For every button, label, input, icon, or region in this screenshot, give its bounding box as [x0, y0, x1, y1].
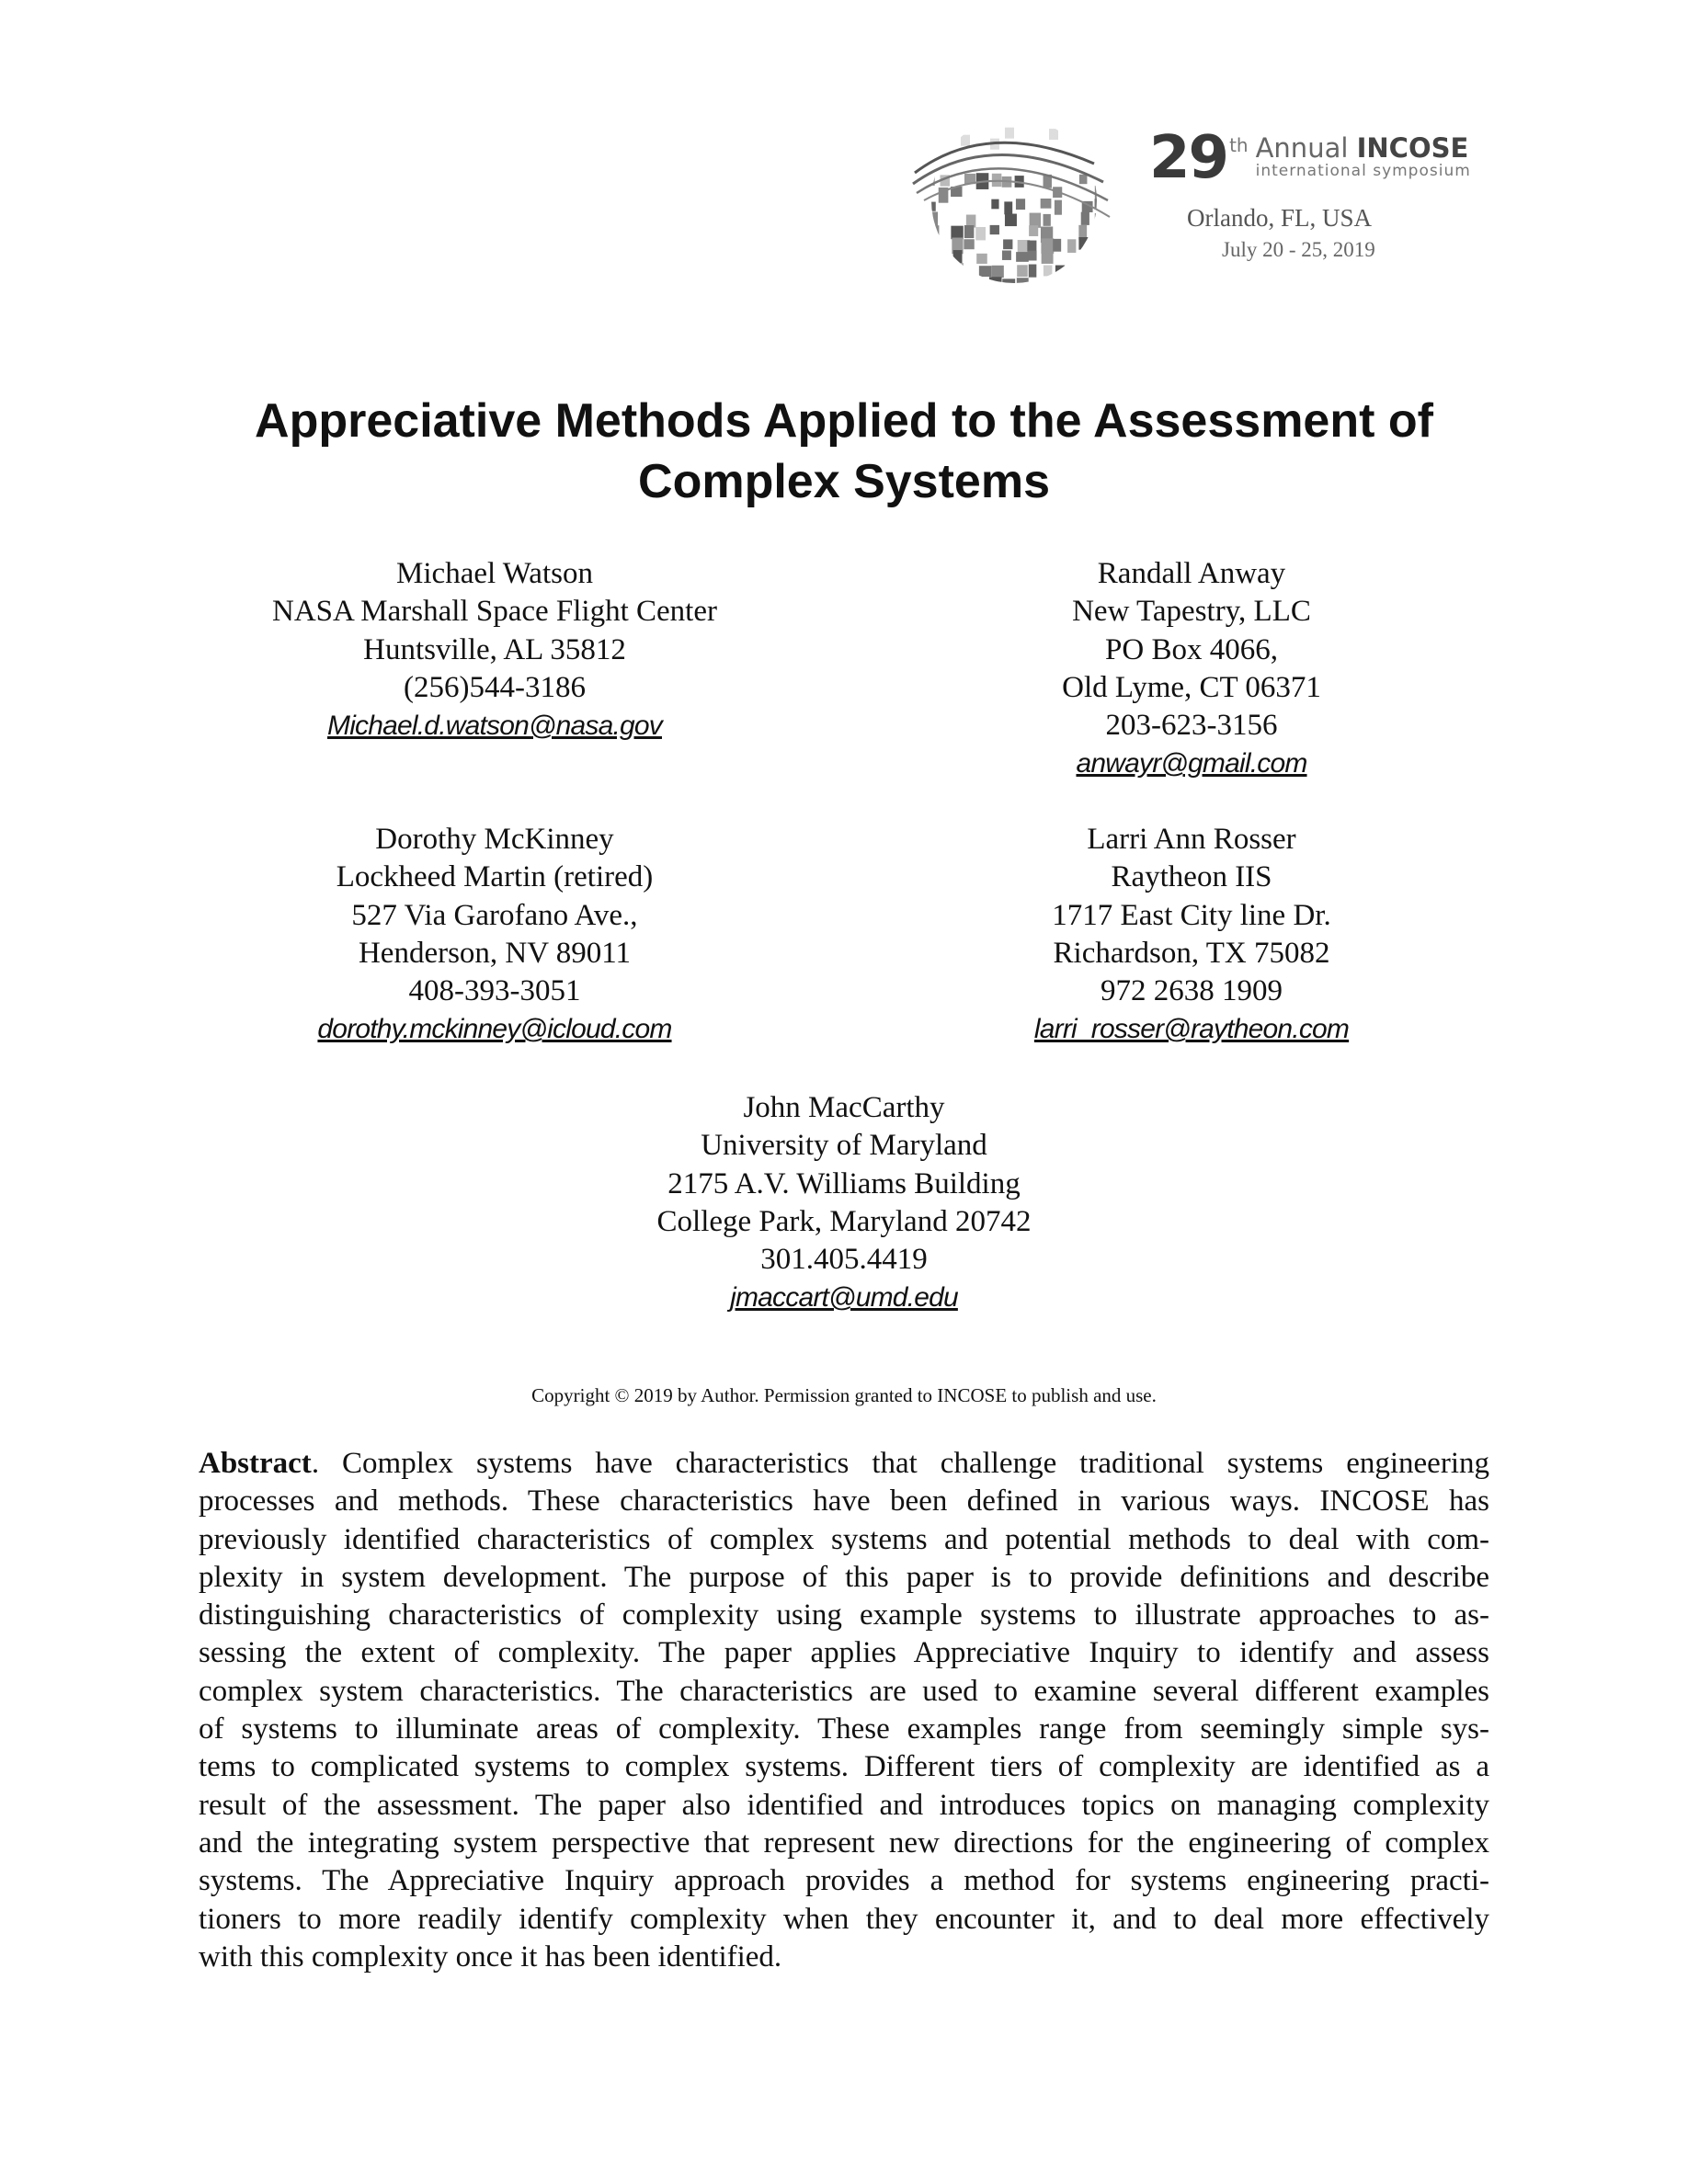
author-org: Raytheon IIS [1111, 860, 1272, 894]
abstract-line: plexity in system development. The purpose of this paper is to provide definitions and describe [199, 1560, 1489, 1594]
logo-text [1149, 124, 1471, 192]
abstract-line: of systems to illuminate areas of complexity. These examples range from seemingly simple sys- [199, 1712, 1489, 1746]
author-name: John MacCarthy [743, 1091, 945, 1124]
author-name: Michael Watson [396, 557, 593, 590]
author-phone: (256)544-3186 [404, 670, 586, 704]
abstract-line: complex system characteristics. The characteristics are used to examine several different examples [199, 1674, 1489, 1708]
conference-logo [906, 108, 1476, 292]
author-name: Dorothy McKinney [375, 823, 614, 856]
author-block [173, 555, 816, 745]
author-org: Lockheed Martin (retired) [336, 860, 654, 894]
author-org: NASA Marshall Space Flight Center [272, 595, 717, 629]
author-phone: 408-393-3051 [408, 974, 581, 1008]
abstract-line [199, 1445, 1489, 1483]
abstract-line: tioners to more readily identify complexity when they encounter it, and to deal more effectively [199, 1902, 1489, 1936]
author-address: Henderson, NV 89011 [358, 936, 632, 970]
author-phone: 301.405.4419 [760, 1243, 928, 1277]
abstract-heading: Abstract [199, 1447, 312, 1480]
author-name: Randall Anway [1097, 557, 1286, 590]
abstract-line: result of the assessment. The paper also identified and introduces topics on managing complexity [199, 1788, 1489, 1822]
author-block [870, 821, 1513, 1049]
logo-location: Orlando, FL, USA [1187, 204, 1372, 232]
logo-superscript: th [1229, 134, 1249, 156]
copyright-notice: Copyright © 2019 by Author. Permission granted to INCOSE to publish and use. [531, 1384, 1157, 1406]
abstract-line: and the integrating system perspective that represent new directions for the engineering of complex [199, 1826, 1489, 1860]
author-address: 1717 East City line Dr. [1052, 898, 1331, 932]
abstract-line: distinguishing characteristics of complexity using example systems to illustrate approaches to as- [199, 1598, 1489, 1632]
logo-dates: July 20 - 25, 2019 [1222, 238, 1375, 261]
author-address: Old Lyme, CT 06371 [1062, 670, 1321, 704]
author-block [870, 555, 1513, 783]
logo-symposium: international symposium [1255, 162, 1471, 180]
author-phone: 203-623-3156 [1105, 709, 1278, 743]
author-email-link[interactable]: larri_rosser@raytheon.com [1033, 1014, 1350, 1045]
abstract-text: . Complex systems have characteristics that challenge traditional systems engineering [311, 1447, 1489, 1480]
author-phone: 972 2638 1909 [1101, 974, 1283, 1008]
author-name: Larri Ann Rosser [1087, 823, 1296, 856]
author-address: 527 Via Garofano Ave., [351, 898, 638, 932]
abstract-line: with this complexity once it has been identified. [199, 1939, 782, 1974]
author-address: 2175 A.V. Williams Building [667, 1166, 1021, 1200]
author-address: Richardson, TX 75082 [1053, 936, 1330, 970]
abstract-line: sessing the extent of complexity. The paper applies Appreciative Inquiry to identify and assess [199, 1636, 1489, 1670]
author-address: College Park, Maryland 20742 [656, 1204, 1032, 1238]
abstract-line: previously identified characteristics of complex systems and potential methods to deal with com- [199, 1522, 1489, 1556]
author-block [522, 1089, 1166, 1317]
abstract-line: processes and methods. These characteristics have been defined in various ways. INCOSE has [199, 1484, 1489, 1519]
abstract [199, 1445, 1489, 1976]
abstract-line: tems to complicated systems to complex systems. Different tiers of complexity are identified as a [199, 1750, 1489, 1784]
author-org: New Tapestry, LLC [1072, 595, 1311, 629]
logo-annual-incose [1256, 134, 1471, 162]
author-email-link[interactable]: Michael.d.watson@nasa.gov [327, 711, 662, 742]
author-org: University of Maryland [701, 1129, 987, 1163]
author-email-link[interactable]: jmaccart@umd.edu [730, 1282, 958, 1314]
logo-org: INCOSE [1356, 132, 1469, 164]
author-block [173, 821, 816, 1049]
paper-title [0, 391, 1688, 512]
logo-annual: Annual [1255, 132, 1349, 164]
title-line-2: Complex Systems [638, 455, 1050, 508]
author-email-link[interactable]: anwayr@gmail.com [1076, 748, 1307, 779]
author-address: Huntsville, AL 35812 [363, 632, 626, 666]
logo-number: 29 [1149, 124, 1228, 192]
abstract-line: systems. The Appreciative Inquiry approach provides a method for systems engineering practi- [199, 1864, 1489, 1898]
title-line-1: Appreciative Methods Applied to the Assessment of [255, 394, 1433, 448]
author-email-link[interactable]: dorothy.mckinney@icloud.com [317, 1014, 672, 1045]
author-address: PO Box 4066, [1105, 632, 1278, 666]
globe-icon [906, 108, 1126, 292]
